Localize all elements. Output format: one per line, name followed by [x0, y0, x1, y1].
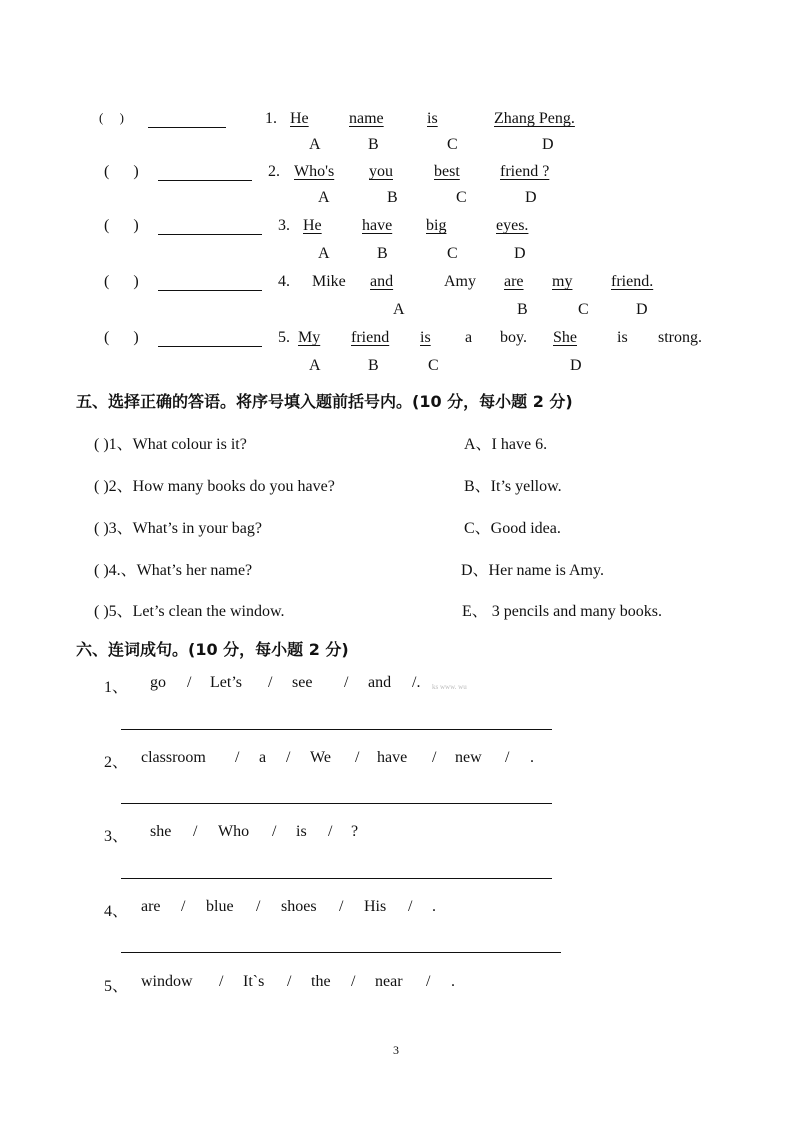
section-5-title: 五、选择正确的答语。将序号填入题前括号内。(10 分，每小题 2 分)	[76, 392, 573, 411]
item-number: 1、	[104, 679, 129, 696]
slash: /	[272, 823, 277, 840]
word-token: Who	[218, 823, 250, 840]
option-letter: B	[387, 189, 398, 206]
slash: /.	[412, 674, 421, 691]
word-token: blue	[206, 898, 234, 915]
option-letter: B	[517, 301, 528, 318]
slash: /	[505, 749, 510, 766]
answer-line[interactable]	[121, 729, 552, 730]
option-letter: B	[368, 357, 379, 374]
period: .	[432, 898, 436, 915]
slash: /	[339, 898, 344, 915]
answer-option-c: C、Good idea.	[464, 520, 561, 537]
question-mark: ?	[351, 823, 359, 840]
question-1: ( )1、What colour is it?	[94, 436, 247, 453]
underlined-word: She	[553, 329, 577, 346]
word-token: We	[310, 749, 331, 766]
plain-word: is	[617, 329, 628, 346]
plain-word: Mike	[312, 273, 346, 290]
item-number: 5、	[104, 978, 129, 995]
underlined-word: friend.	[611, 273, 654, 290]
answer-blank[interactable]	[158, 290, 262, 291]
watermark-mark: ks www. wu	[432, 683, 467, 691]
plain-word: Amy	[444, 273, 476, 290]
option-letter: A	[318, 189, 330, 206]
question-4: ( )4.、What’s her name?	[94, 562, 253, 579]
word-token: and	[368, 674, 392, 691]
word-token: a	[259, 749, 267, 766]
word-token: classroom	[141, 749, 206, 766]
word-token: see	[292, 674, 313, 691]
word-token: near	[375, 973, 403, 990]
option-letter: C	[447, 245, 458, 262]
plain-word: boy.	[500, 329, 527, 346]
word-token: go	[150, 674, 166, 691]
option-letter: D	[542, 136, 554, 153]
slash: /	[344, 674, 349, 691]
word-token: the	[311, 973, 331, 990]
item-number: 3、	[104, 828, 129, 845]
plain-word: a	[465, 329, 473, 346]
answer-option-b: B、It’s yellow.	[464, 478, 562, 495]
question-5: ( )5、Let’s clean the window.	[94, 603, 285, 620]
slash: /	[286, 749, 291, 766]
option-letter: C	[428, 357, 439, 374]
word-token: have	[377, 749, 408, 766]
slash: /	[408, 898, 413, 915]
option-letter: D	[570, 357, 582, 374]
answer-option-d: D、Her name is Amy.	[461, 562, 604, 579]
answer-blank[interactable]	[158, 346, 262, 347]
slash: /	[426, 973, 431, 990]
slash: /	[256, 898, 261, 915]
answer-paren: ( )	[104, 329, 139, 346]
underlined-word: Zhang Peng.	[494, 110, 575, 127]
underlined-word: My	[298, 329, 321, 346]
word-token: shoes	[281, 898, 317, 915]
option-letter: D	[514, 245, 526, 262]
period: .	[451, 973, 455, 990]
underlined-word: friend	[351, 329, 390, 346]
word-token: Let’s	[210, 674, 242, 691]
word-token: His	[364, 898, 387, 915]
underlined-word: my	[552, 273, 573, 290]
item-number: 4.	[278, 273, 290, 290]
option-letter: D	[525, 189, 537, 206]
slash: /	[268, 674, 273, 691]
answer-paren: ( )	[104, 273, 139, 290]
slash: /	[187, 674, 192, 691]
slash: /	[351, 973, 356, 990]
slash: /	[181, 898, 186, 915]
slash: /	[355, 749, 360, 766]
item-number: 4、	[104, 903, 129, 920]
item-number: 3.	[278, 217, 290, 234]
word-token: she	[150, 823, 172, 840]
word-token: window	[141, 973, 193, 990]
word-token: It`s	[243, 973, 265, 990]
option-letter: A	[309, 357, 321, 374]
underlined-word: He	[303, 217, 322, 234]
item-number: 5.	[278, 329, 290, 346]
word-token: is	[296, 823, 307, 840]
underlined-word: and	[370, 273, 394, 290]
slash: /	[219, 973, 224, 990]
slash: /	[328, 823, 333, 840]
item-number: 1.	[265, 110, 277, 127]
answer-line[interactable]	[121, 803, 552, 804]
answer-paren: ( )	[104, 217, 139, 234]
page-number: 3	[393, 1043, 399, 1057]
slash: /	[432, 749, 437, 766]
question-3: ( )3、What’s in your bag?	[94, 520, 262, 537]
underlined-word: have	[362, 217, 393, 234]
period: .	[530, 749, 534, 766]
underlined-word: is	[420, 329, 431, 346]
underlined-word: friend ?	[500, 163, 550, 180]
answer-blank[interactable]	[148, 127, 226, 128]
word-token: new	[455, 749, 482, 766]
underlined-word: big	[426, 217, 447, 234]
answer-blank[interactable]	[158, 234, 262, 235]
slash: /	[235, 749, 240, 766]
option-letter: A	[309, 136, 321, 153]
option-letter: B	[377, 245, 388, 262]
slash: /	[193, 823, 198, 840]
answer-paren: ( )	[99, 110, 124, 125]
underlined-word: you	[369, 163, 393, 180]
answer-line[interactable]	[121, 952, 561, 953]
option-letter: D	[636, 301, 648, 318]
answer-option-a: A、I have 6.	[464, 436, 548, 453]
underlined-word: Who's	[294, 163, 335, 180]
underlined-word: is	[427, 110, 438, 127]
option-letter: C	[447, 136, 458, 153]
underlined-word: best	[434, 163, 460, 180]
item-number: 2.	[268, 163, 280, 180]
item-number: 2、	[104, 754, 129, 771]
answer-line[interactable]	[121, 878, 552, 879]
option-letter: A	[393, 301, 405, 318]
word-token: are	[141, 898, 161, 915]
underlined-word: He	[290, 110, 309, 127]
option-letter: A	[318, 245, 330, 262]
underlined-word: eyes.	[496, 217, 529, 234]
answer-paren: ( )	[104, 163, 139, 180]
option-letter: B	[368, 136, 379, 153]
question-2: ( )2、How many books do you have?	[94, 478, 335, 495]
plain-word: strong.	[658, 329, 702, 346]
underlined-word: are	[504, 273, 524, 290]
slash: /	[287, 973, 292, 990]
answer-option-e: E、 3 pencils and many books.	[462, 603, 662, 620]
answer-blank[interactable]	[158, 180, 252, 181]
section-6-title: 六、连词成句。(10 分，每小题 2 分)	[76, 640, 349, 659]
underlined-word: name	[349, 110, 384, 127]
option-letter: C	[456, 189, 467, 206]
option-letter: C	[578, 301, 589, 318]
